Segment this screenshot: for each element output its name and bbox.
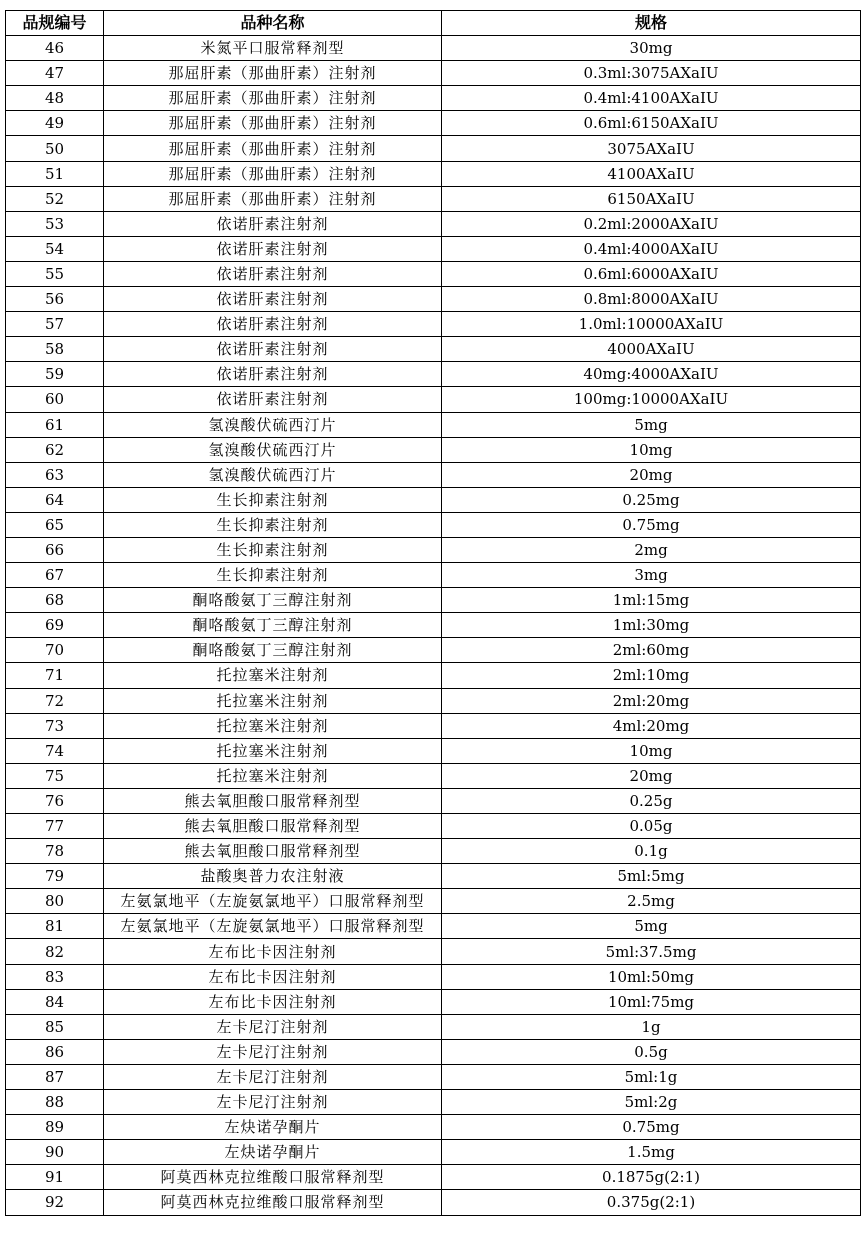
table-row [6, 186, 861, 211]
table-row [6, 613, 861, 638]
cell-spec: 0.25mg [442, 487, 861, 512]
cell-name: 左卡尼汀注射剂 [104, 1014, 442, 1039]
table-row [6, 738, 861, 763]
table-row [6, 487, 861, 512]
cell-spec: 10mg [442, 437, 861, 462]
cell-code: 68 [6, 588, 104, 613]
cell-spec: 20mg [442, 763, 861, 788]
cell-name: 托拉塞米注射剂 [104, 763, 442, 788]
table-row [6, 588, 861, 613]
cell-code: 64 [6, 487, 104, 512]
cell-name: 左卡尼汀注射剂 [104, 1064, 442, 1089]
cell-code: 63 [6, 462, 104, 487]
cell-spec: 0.75mg [442, 1115, 861, 1140]
table-row [6, 939, 861, 964]
cell-code: 72 [6, 688, 104, 713]
cell-code: 84 [6, 989, 104, 1014]
table-row [6, 236, 861, 261]
cell-code: 80 [6, 889, 104, 914]
cell-name: 依诺肝素注射剂 [104, 337, 442, 362]
cell-name: 左炔诺孕酮片 [104, 1115, 442, 1140]
cell-spec: 0.1875g(2:1) [442, 1165, 861, 1190]
table-row [6, 889, 861, 914]
table-row [6, 864, 861, 889]
table-row [6, 36, 861, 61]
table-row [6, 312, 861, 337]
cell-name: 依诺肝素注射剂 [104, 236, 442, 261]
table-row [6, 1039, 861, 1064]
cell-code: 62 [6, 437, 104, 462]
cell-code: 81 [6, 914, 104, 939]
cell-code: 90 [6, 1140, 104, 1165]
table-row [6, 563, 861, 588]
cell-code: 58 [6, 337, 104, 362]
cell-code: 57 [6, 312, 104, 337]
cell-name: 依诺肝素注射剂 [104, 312, 442, 337]
table-row [6, 387, 861, 412]
cell-spec: 5ml:1g [442, 1064, 861, 1089]
table-row [6, 512, 861, 537]
cell-spec: 5ml:37.5mg [442, 939, 861, 964]
cell-name: 酮咯酸氨丁三醇注射剂 [104, 638, 442, 663]
table-row [6, 287, 861, 312]
cell-name: 那屈肝素（那曲肝素）注射剂 [104, 186, 442, 211]
cell-code: 46 [6, 36, 104, 61]
cell-spec: 5ml:5mg [442, 864, 861, 889]
cell-name: 氢溴酸伏硫西汀片 [104, 462, 442, 487]
cell-name: 托拉塞米注射剂 [104, 713, 442, 738]
table-row [6, 1090, 861, 1115]
cell-spec: 10ml:50mg [442, 964, 861, 989]
cell-code: 86 [6, 1039, 104, 1064]
cell-spec: 2ml:20mg [442, 688, 861, 713]
cell-spec: 10mg [442, 738, 861, 763]
cell-code: 87 [6, 1064, 104, 1089]
cell-spec: 1ml:30mg [442, 613, 861, 638]
table-row [6, 989, 861, 1014]
cell-code: 55 [6, 261, 104, 286]
cell-spec: 2mg [442, 537, 861, 562]
table-row [6, 111, 861, 136]
table-row [6, 1140, 861, 1165]
cell-name: 左布比卡因注射剂 [104, 989, 442, 1014]
cell-spec: 10ml:75mg [442, 989, 861, 1014]
cell-code: 51 [6, 161, 104, 186]
cell-name: 左氨氯地平（左旋氨氯地平）口服常释剂型 [104, 914, 442, 939]
cell-code: 69 [6, 613, 104, 638]
cell-name: 阿莫西林克拉维酸口服常释剂型 [104, 1165, 442, 1190]
cell-spec: 0.3ml:3075AXaIU [442, 61, 861, 86]
cell-name: 那屈肝素（那曲肝素）注射剂 [104, 136, 442, 161]
table-row [6, 964, 861, 989]
cell-spec: 0.05g [442, 814, 861, 839]
cell-name: 依诺肝素注射剂 [104, 261, 442, 286]
table-row [6, 86, 861, 111]
table-body [6, 36, 861, 1215]
cell-spec: 2ml:60mg [442, 638, 861, 663]
cell-name: 阿莫西林克拉维酸口服常释剂型 [104, 1190, 442, 1215]
cell-code: 78 [6, 839, 104, 864]
cell-code: 61 [6, 412, 104, 437]
cell-spec: 6150AXaIU [442, 186, 861, 211]
cell-name: 熊去氧胆酸口服常释剂型 [104, 839, 442, 864]
cell-code: 50 [6, 136, 104, 161]
cell-spec: 0.2ml:2000AXaIU [442, 211, 861, 236]
cell-code: 65 [6, 512, 104, 537]
table-row [6, 211, 861, 236]
cell-spec: 20mg [442, 462, 861, 487]
cell-name: 依诺肝素注射剂 [104, 362, 442, 387]
cell-name: 依诺肝素注射剂 [104, 387, 442, 412]
cell-spec: 5mg [442, 914, 861, 939]
cell-spec: 0.75mg [442, 512, 861, 537]
table-row [6, 1190, 861, 1215]
cell-code: 49 [6, 111, 104, 136]
cell-code: 67 [6, 563, 104, 588]
table-row [6, 337, 861, 362]
cell-spec: 2.5mg [442, 889, 861, 914]
cell-spec: 0.375g(2:1) [442, 1190, 861, 1215]
cell-code: 48 [6, 86, 104, 111]
cell-code: 79 [6, 864, 104, 889]
table-row [6, 136, 861, 161]
cell-code: 70 [6, 638, 104, 663]
table-row [6, 688, 861, 713]
cell-name: 左氨氯地平（左旋氨氯地平）口服常释剂型 [104, 889, 442, 914]
cell-name: 氢溴酸伏硫西汀片 [104, 412, 442, 437]
cell-spec: 4ml:20mg [442, 713, 861, 738]
cell-spec: 0.25g [442, 788, 861, 813]
header-code: 品规编号 [6, 11, 104, 36]
cell-code: 75 [6, 763, 104, 788]
cell-code: 71 [6, 663, 104, 688]
cell-spec: 100mg:10000AXaIU [442, 387, 861, 412]
cell-spec: 0.6ml:6150AXaIU [442, 111, 861, 136]
cell-name: 生长抑素注射剂 [104, 487, 442, 512]
cell-code: 73 [6, 713, 104, 738]
cell-spec: 1g [442, 1014, 861, 1039]
cell-name: 盐酸奥普力农注射液 [104, 864, 442, 889]
cell-name: 那屈肝素（那曲肝素）注射剂 [104, 161, 442, 186]
cell-code: 47 [6, 61, 104, 86]
cell-spec: 2ml:10mg [442, 663, 861, 688]
table-row [6, 1115, 861, 1140]
cell-spec: 5ml:2g [442, 1090, 861, 1115]
cell-code: 60 [6, 387, 104, 412]
table-row [6, 437, 861, 462]
cell-name: 生长抑素注射剂 [104, 563, 442, 588]
cell-code: 89 [6, 1115, 104, 1140]
table-row [6, 763, 861, 788]
cell-name: 依诺肝素注射剂 [104, 211, 442, 236]
cell-code: 85 [6, 1014, 104, 1039]
cell-name: 那屈肝素（那曲肝素）注射剂 [104, 111, 442, 136]
table-row [6, 1014, 861, 1039]
table-row [6, 839, 861, 864]
cell-spec: 0.8ml:8000AXaIU [442, 287, 861, 312]
cell-name: 熊去氧胆酸口服常释剂型 [104, 788, 442, 813]
cell-code: 74 [6, 738, 104, 763]
header-spec: 规格 [442, 11, 861, 36]
cell-name: 左炔诺孕酮片 [104, 1140, 442, 1165]
cell-spec: 3075AXaIU [442, 136, 861, 161]
table-row [6, 261, 861, 286]
cell-name: 左卡尼汀注射剂 [104, 1090, 442, 1115]
table-row [6, 412, 861, 437]
cell-spec: 1ml:15mg [442, 588, 861, 613]
table-row [6, 814, 861, 839]
table-row [6, 537, 861, 562]
cell-spec: 3mg [442, 563, 861, 588]
cell-name: 生长抑素注射剂 [104, 512, 442, 537]
cell-spec: 30mg [442, 36, 861, 61]
cell-name: 左布比卡因注射剂 [104, 939, 442, 964]
header-name: 品种名称 [104, 11, 442, 36]
cell-spec: 1.5mg [442, 1140, 861, 1165]
cell-code: 54 [6, 236, 104, 261]
cell-spec: 0.4ml:4100AXaIU [442, 86, 861, 111]
table-row [6, 1165, 861, 1190]
cell-spec: 0.5g [442, 1039, 861, 1064]
table-row [6, 663, 861, 688]
cell-spec: 4100AXaIU [442, 161, 861, 186]
cell-spec: 1.0ml:10000AXaIU [442, 312, 861, 337]
cell-code: 59 [6, 362, 104, 387]
cell-name: 依诺肝素注射剂 [104, 287, 442, 312]
cell-name: 左卡尼汀注射剂 [104, 1039, 442, 1064]
header-row [6, 11, 861, 36]
table-row [6, 462, 861, 487]
cell-code: 52 [6, 186, 104, 211]
cell-name: 熊去氧胆酸口服常释剂型 [104, 814, 442, 839]
cell-name: 氢溴酸伏硫西汀片 [104, 437, 442, 462]
cell-code: 91 [6, 1165, 104, 1190]
cell-spec: 40mg:4000AXaIU [442, 362, 861, 387]
cell-name: 酮咯酸氨丁三醇注射剂 [104, 613, 442, 638]
cell-name: 生长抑素注射剂 [104, 537, 442, 562]
cell-spec: 0.6ml:6000AXaIU [442, 261, 861, 286]
cell-spec: 4000AXaIU [442, 337, 861, 362]
cell-name: 左布比卡因注射剂 [104, 964, 442, 989]
table-row [6, 638, 861, 663]
cell-code: 56 [6, 287, 104, 312]
cell-name: 托拉塞米注射剂 [104, 663, 442, 688]
cell-name: 托拉塞米注射剂 [104, 688, 442, 713]
cell-name: 托拉塞米注射剂 [104, 738, 442, 763]
cell-name: 那屈肝素（那曲肝素）注射剂 [104, 61, 442, 86]
cell-spec: 5mg [442, 412, 861, 437]
cell-code: 82 [6, 939, 104, 964]
table-row [6, 161, 861, 186]
table-row [6, 362, 861, 387]
table-row [6, 713, 861, 738]
cell-code: 83 [6, 964, 104, 989]
cell-code: 76 [6, 788, 104, 813]
cell-spec: 0.4ml:4000AXaIU [442, 236, 861, 261]
cell-code: 66 [6, 537, 104, 562]
cell-code: 88 [6, 1090, 104, 1115]
table-row [6, 914, 861, 939]
table-row [6, 61, 861, 86]
cell-name: 那屈肝素（那曲肝素）注射剂 [104, 86, 442, 111]
table-row [6, 788, 861, 813]
cell-name: 酮咯酸氨丁三醇注射剂 [104, 588, 442, 613]
drug-spec-table [5, 10, 861, 1216]
cell-code: 77 [6, 814, 104, 839]
cell-code: 92 [6, 1190, 104, 1215]
cell-code: 53 [6, 211, 104, 236]
cell-name: 米氮平口服常释剂型 [104, 36, 442, 61]
cell-spec: 0.1g [442, 839, 861, 864]
table-row [6, 1064, 861, 1089]
